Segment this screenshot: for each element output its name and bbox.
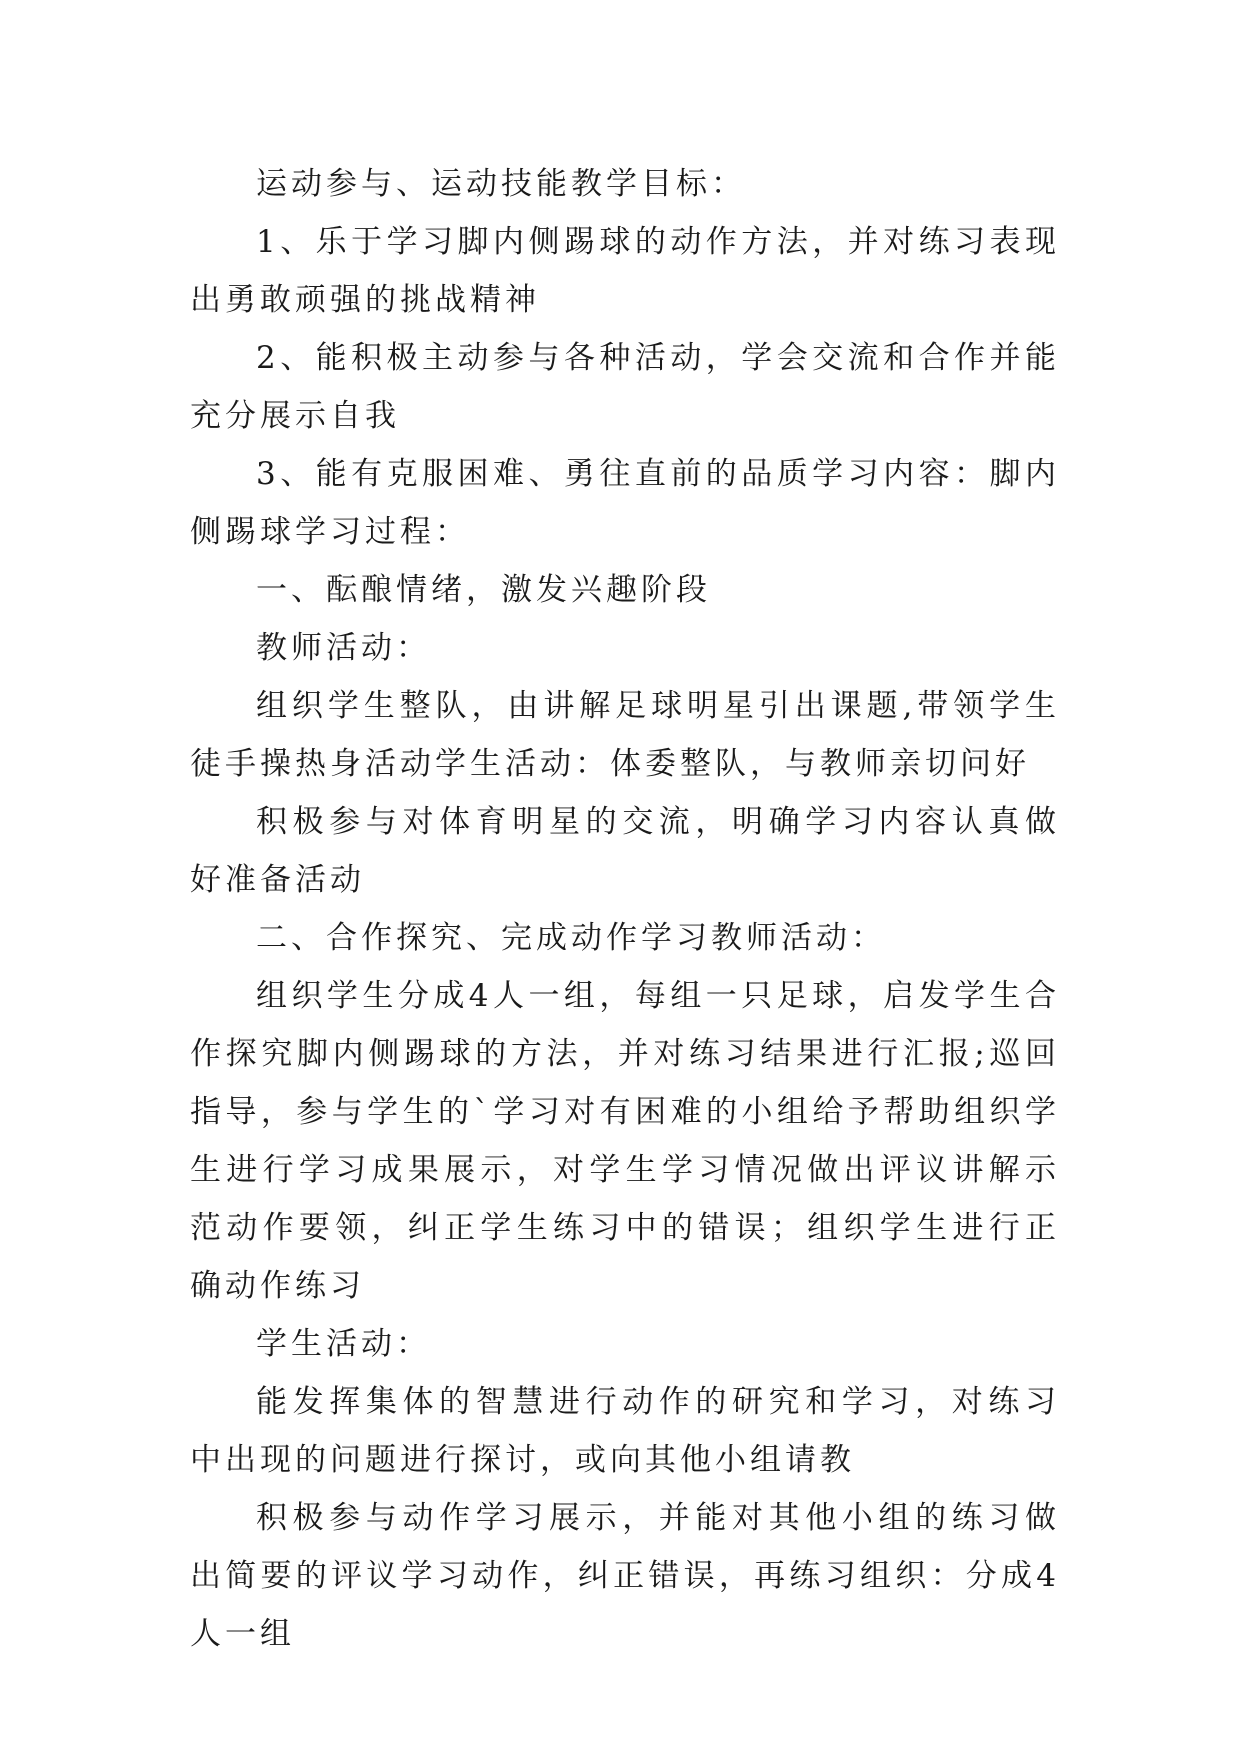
paragraph-student-activity-3: 积极参与动作学习展示，并能对其他小组的练习做出简要的评议学习动作，纠正错误，再练习组织：分成4人一组 xyxy=(190,1500,1060,1652)
paragraph-objective-1: 1、乐于学习脚内侧踢球的动作方法，并对练习表现出勇敢顽强的挑战精神 xyxy=(190,224,1060,318)
paragraph-objective-3: 3、能有克服困难、勇往直前的品质学习内容：脚内侧踢球学习过程： xyxy=(190,456,1060,550)
paragraph-teacher-activity-1: 组织学生整队，由讲解足球明星引出课题,带领学生徒手操热身活动学生活动：体委整队，与教师亲切问好 xyxy=(190,688,1060,782)
paragraph-objectives-heading: 运动参与、运动技能教学目标： xyxy=(256,166,746,202)
paragraph-teacher-activity-2: 组织学生分成4人一组，每组一只足球，启发学生合作探究脚内侧踢球的方法，并对练习结果进行汇报;巡回指导，参与学生的`学习对有困难的小组给予帮助组织学生进行学习成果展示，对学生学习情况做出评议讲解示范动作要领，纠正学生练习中的错误；组织学生进行正确动作练习 xyxy=(190,978,1060,1304)
paragraph-student-activity-label: 学生活动： xyxy=(256,1326,431,1362)
paragraph-stage-1-heading: 一、酝酿情绪，激发兴趣阶段 xyxy=(256,572,711,608)
paragraph-student-activity-2: 能发挥集体的智慧进行动作的研究和学习，对练习中出现的问题进行探讨，或向其他小组请教 xyxy=(190,1384,1060,1478)
paragraph-student-activity-1: 积极参与对体育明星的交流，明确学习内容认真做好准备活动 xyxy=(190,804,1060,898)
paragraph-objective-2: 2、能积极主动参与各种活动，学会交流和合作并能充分展示自我 xyxy=(190,340,1060,434)
paragraph-teacher-activity-label: 教师活动： xyxy=(256,630,431,666)
document-body xyxy=(190,155,1060,1663)
paragraph-stage-2-heading: 二、合作探究、完成动作学习教师活动： xyxy=(256,920,886,956)
